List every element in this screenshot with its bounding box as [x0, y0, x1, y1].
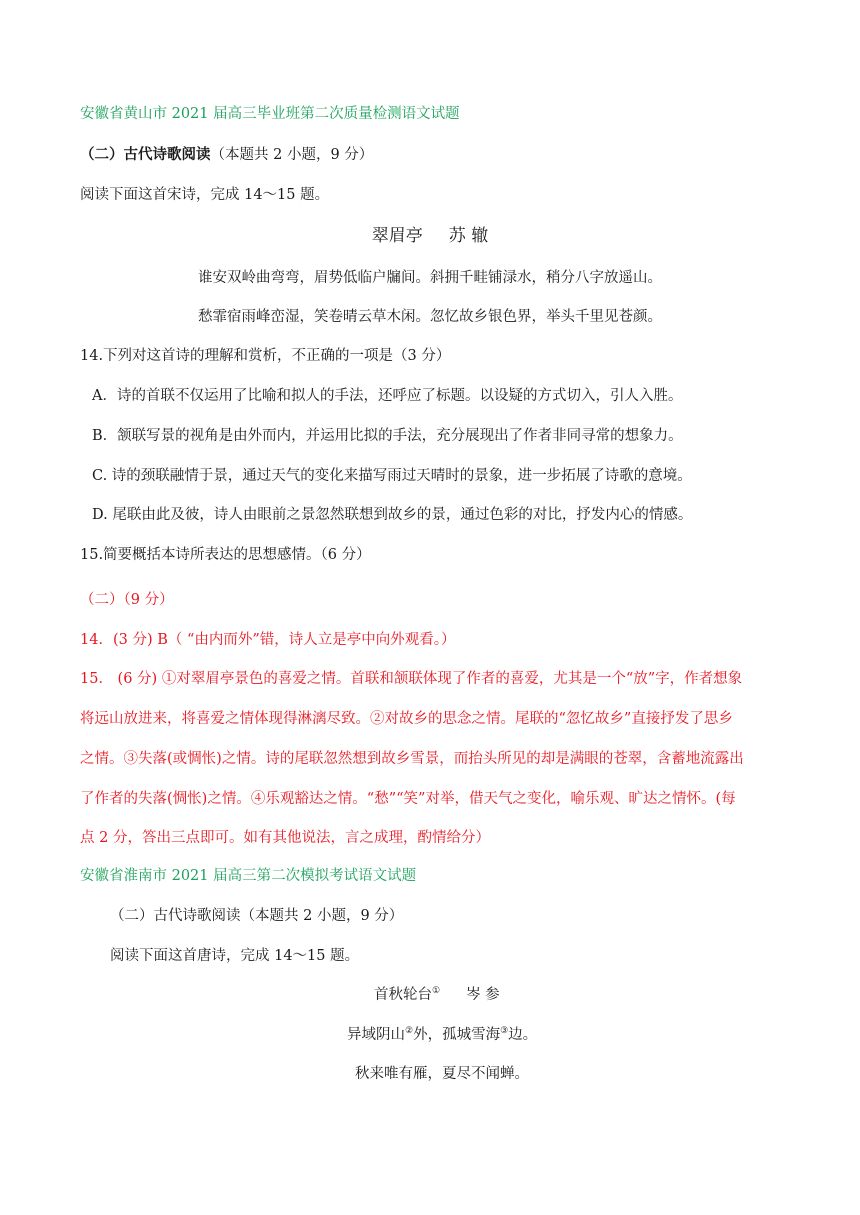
poem2-line-1 — [347, 1025, 537, 1045]
option-d: D. 尾联由此及彼，诗人由眼前之景忽然联想到故乡的景，通过色彩的对比，抒发内心的情感。 — [92, 507, 693, 523]
poem-title: 翠眉亭 — [371, 226, 423, 246]
source-title-huainan: 安徽省淮南市 2021 届高三第二次模拟考试语文试题 — [80, 868, 417, 884]
section2-heading: （二）古代诗歌阅读（本题共 2 小题，9 分） — [110, 908, 404, 924]
question-14: 14.下列对这首诗的理解和赏析，不正确的一项是（3 分） — [80, 348, 451, 364]
footnote-marker-2: ② — [405, 1026, 414, 1037]
section-heading — [80, 145, 373, 165]
poem-heading — [0, 226, 860, 246]
poem2-heading — [374, 985, 500, 1005]
answer-15-line-5: 点 2 分，答出三点即可。如有其他说法，言之成理，酌情给分） — [80, 830, 490, 846]
footnote-marker-1: ① — [432, 986, 441, 997]
poem-line-2: 愁霏宿雨峰峦湿，笑卷晴云草木闲。忽忆故乡银色界，举头千里见苍颜。 — [198, 309, 662, 325]
option-b: B．颔联写景的视角是由外而内，并运用比拟的手法，充分展现出了作者非同寻常的想象力。 — [92, 428, 683, 444]
answer-15-line-1: 15． (6 分) ①对翠眉亭景色的喜爱之情。首联和颔联体现了作者的喜爱，尤其是一个“放”字，作者想象 — [80, 671, 743, 687]
poem2-author: 岑 参 — [466, 987, 500, 1003]
option-a: A．诗的首联不仅运用了比喻和拟人的手法，还呼应了标题。以设疑的方式切入，引人入胜。 — [92, 388, 683, 404]
answer-15-line-4: 了作者的失落(惆怅)之情。④乐观豁达之情。“愁”“笑”对举，借天气之变化，喻乐观、旷达之情怀。(每 — [80, 791, 736, 807]
footnote-marker-3: ③ — [500, 1026, 509, 1037]
instruction: 阅读下面这首宋诗，完成 14～15 题。 — [80, 187, 330, 203]
answer-15-line-2: 将远山放进来，将喜爱之情体现得淋漓尽致。②对故乡的思念之情。尾联的“忽忆故乡”直接抒发了思乡 — [80, 711, 733, 727]
poem2-line-1-part-a: 异域阴山 — [347, 1027, 405, 1043]
answer-header: （二）（9 分） — [80, 592, 174, 608]
poem2-line-2: 秋来唯有雁，夏尽不闻蝉。 — [355, 1066, 529, 1082]
poem2-line-1-part-b: 外，孤城雪海 — [413, 1027, 501, 1043]
section-heading-rest: （本题共 2 小题，9 分） — [210, 147, 374, 163]
section2-instruction: 阅读下面这首唐诗，完成 14～15 题。 — [110, 948, 360, 964]
source-title-huangshan: 安徽省黄山市 2021 届高三毕业班第二次质量检测语文试题 — [80, 106, 460, 122]
section-heading-bold: （二）古代诗歌阅读 — [80, 146, 211, 163]
poem2-line-1-part-c: 边。 — [508, 1027, 538, 1043]
option-c: C. 诗的颈联融情于景，通过天气的变化来描写雨过天晴时的景象，进一步拓展了诗歌的意境。 — [92, 468, 692, 484]
poem2-title: 首秋轮台 — [374, 987, 432, 1003]
question-15: 15.简要概括本诗所表达的思想感情。（6 分） — [80, 547, 371, 563]
poem-line-1: 谁安双岭曲弯弯，眉势低临户牖间。斜拥千畦铺渌水，稍分八字放遥山。 — [198, 270, 662, 286]
poem-author: 苏 辙 — [448, 226, 489, 246]
answer-15-line-3: 之情。③失落(或惆怅)之情。诗的尾联忽然想到故乡雪景，而抬头所见的却是满眼的苍翠，含蓄地流露出 — [80, 751, 744, 767]
answer-14: 14．(3 分) B（ “由内而外”错，诗人立是亭中向外观看。） — [80, 632, 456, 648]
